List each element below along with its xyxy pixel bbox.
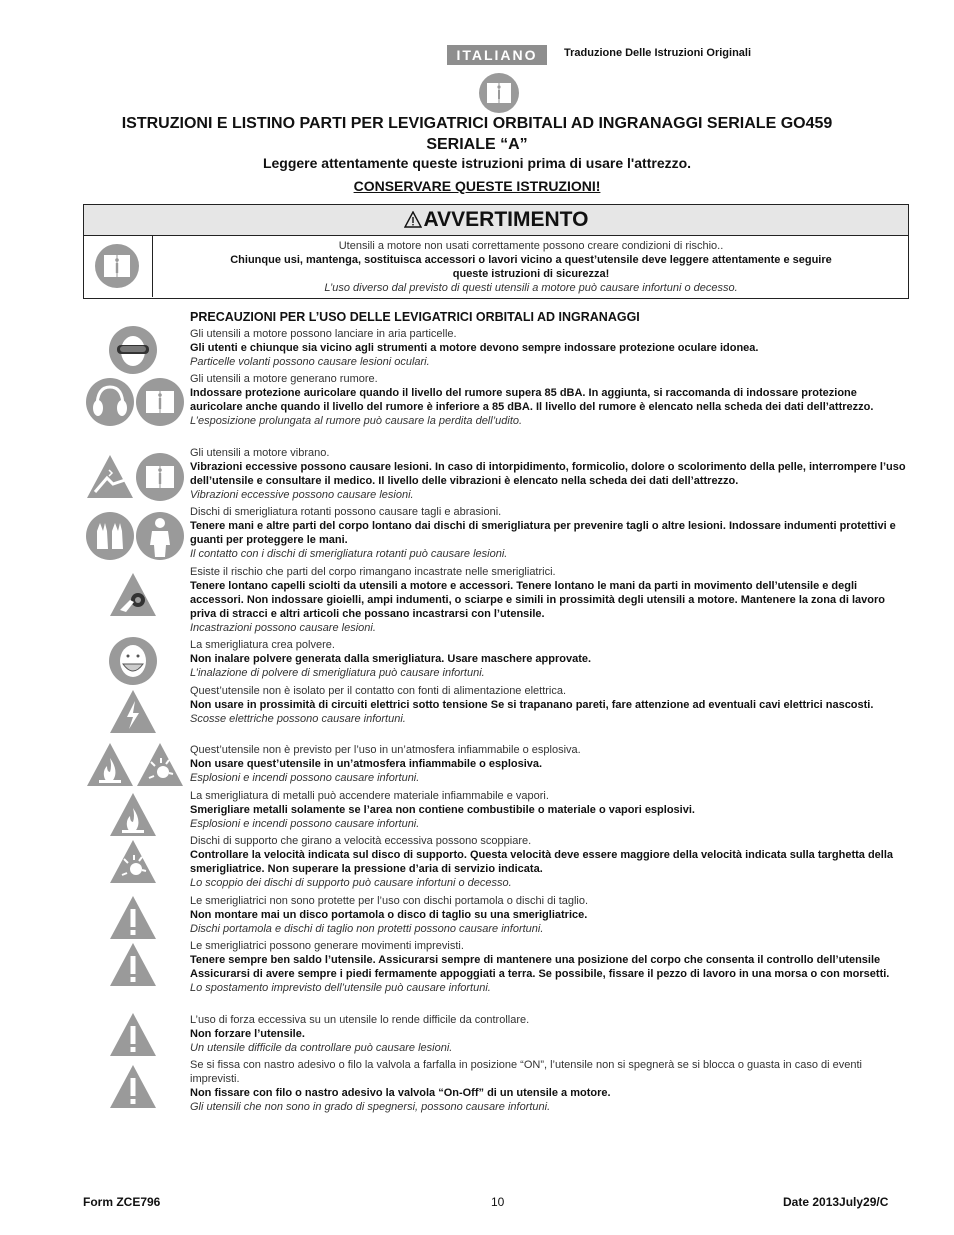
- result-text: Gli utensili che non sono in grado di spegnersi, possono causare infortuni.: [190, 1101, 551, 1113]
- precaution-item: [190, 372, 910, 428]
- hazard-text: La smerigliatura crea polvere.: [190, 639, 335, 651]
- hazard-text: Dischi di smerigliatura rotanti possono causare tagli e abrasioni.: [190, 506, 502, 518]
- action-text: Tenere lontano capelli sciolti da utensili a motore e accessori. Tenere lontano le mani da parti in movimento dell’utensile e degli accessori. Non indossare gioielli, ampi indumenti, o sciarpe e simili in prossimità degli utensili a motore. Mantenere la zona di lavoro priva di stracci e altri articoli che possano incastrarsi con l’utensile.: [190, 580, 886, 620]
- action-text: Indossare protezione auricolare quando il livello del rumore supera 85 dBA. In aggiunta, si raccomanda di indossare protezione auricolare anche quando il livello del rumore è inferiore a 85 dBA. Il livello del rumore è elencato nella scheda dei dati dell’attrezzo.: [190, 387, 874, 413]
- result-text: Incastrazioni possono causare lesioni.: [190, 622, 376, 634]
- hazard-text: Esiste il rischio che parti del corpo rimangano incastrate nelle smerigliatrici.: [190, 566, 556, 578]
- alert-triangle-icon: [404, 211, 422, 228]
- precaution-item: [190, 789, 910, 831]
- manual-icon: [478, 72, 520, 114]
- entanglement-icon: [108, 570, 158, 620]
- fire-icon: [85, 740, 135, 790]
- result-text: Lo scoppio dei dischi di supporto può causare infortuni o decesso.: [190, 877, 512, 889]
- action-text: Smerigliare metalli solamente se l’area non contiene combustibile o materiale o vapori esplosivi.: [190, 804, 695, 816]
- precaution-item: [190, 638, 910, 680]
- action-text: Controllare la velocità indicata sul disco di supporto. Questa velocità deve essere maggiore della velocità indicata sulla targhetta della smerigliatrice. Non superare la pressione d’aria di servizio indicata.: [190, 849, 894, 875]
- hazard-text: Dischi di supporto che girano a velocità eccessiva possono scoppiare.: [190, 835, 532, 847]
- precaution-item: [190, 743, 910, 785]
- action-text: Tenere sempre ben saldo l’utensile. Assicurarsi sempre di mantenere una posizione del corpo che consenta il controllo dell’utensile Assicurarsi di avere sempre i piedi fermamente appoggiati a terra. Se possibile, fissare il pezzo di lavoro in una morsa o con morsetti.: [190, 954, 890, 980]
- action-text: Non usare in prossimità di circuiti elettrici sotto tensione Se si trapanano pareti, fare attenzione ad eventuali cavi elettrici nascosti.: [190, 699, 874, 711]
- precaution-item: [190, 327, 910, 369]
- action-text: Non inalare polvere generata dalla smerigliatura. Usare maschere approvate.: [190, 653, 592, 665]
- hazard-text: Gli utensili a motore possono lanciare in aria particelle.: [190, 328, 457, 340]
- document-title: ISTRUZIONI E LISTINO PARTI PER LEVIGATRICI ORBITALI AD INGRANAGGI SERIALE GO459: [121, 115, 833, 132]
- hazard-text: Quest’utensile non è previsto per l’uso in un’atmosfera infiammabile o esplosiva.: [190, 744, 581, 756]
- warning-line4: L’uso diverso dal previsto di questi utensili a motore può causare infortuni o decesso.: [324, 282, 738, 294]
- general-warning-icon: [108, 1010, 158, 1060]
- action-text: Tenere mani e altre parti del corpo lontano dai dischi di smerigliatura per prevenire tagli o altre lesioni. Indossare indumenti protettivi e guanti per proteggere le mani.: [190, 520, 896, 546]
- warning-box: [83, 204, 909, 299]
- precaution-item: [190, 565, 910, 635]
- document-title-line2: SERIALE “A”: [426, 136, 528, 153]
- precaution-item: [190, 1013, 910, 1055]
- result-text: L’inalazione di polvere di smerigliatura può causare infortuni.: [190, 667, 485, 679]
- warning-line2: Chiunque usi, mantenga, sostituisca accessori o lavori vicino a quest’utensile deve leggere attentamente e seguire: [230, 254, 832, 266]
- hazard-text: Le smerigliatrici non sono protette per l’uso con dischi portamola o dischi di taglio.: [190, 895, 589, 907]
- result-text: Esplosioni e incendi possono causare infortuni.: [190, 772, 420, 784]
- result-text: Esplosioni e incendi possono causare infortuni.: [190, 818, 420, 830]
- warning-text: [154, 239, 908, 295]
- read-notice: Leggere attentamente queste istruzioni prima di usare l'attrezzo.: [262, 155, 692, 171]
- precaution-item: [190, 505, 910, 561]
- goggles-icon: [108, 325, 158, 375]
- electric-shock-icon: [108, 687, 158, 737]
- action-text: Non forzare l’utensile.: [190, 1028, 305, 1040]
- manual-icon: [135, 452, 185, 502]
- ear-protection-icon: [85, 377, 135, 427]
- precaution-item: [190, 894, 910, 936]
- precaution-item: [190, 1058, 910, 1114]
- action-text: Non usare quest’utensile in un’atmosfera infiammabile o esplosiva.: [190, 758, 543, 770]
- revision-date: Date 2013July29/C: [783, 1195, 889, 1209]
- warning-line3: queste istruzioni di sicurezza!: [452, 268, 610, 280]
- dust-mask-icon: [108, 636, 158, 686]
- general-warning-icon: [108, 893, 158, 943]
- hazard-text: L’uso di forza eccessiva su un utensile lo rende difficile da controllare.: [190, 1014, 530, 1026]
- result-text: Un utensile difficile da controllare può causare lesioni.: [190, 1042, 453, 1054]
- precaution-item: [190, 834, 910, 890]
- action-text: Gli utenti e chiunque sia vicino agli strumenti a motore devono sempre indossare protezione oculare idonea.: [190, 342, 759, 354]
- warning-icon-cell: [84, 235, 153, 297]
- explosion-icon: [108, 837, 158, 887]
- general-warning-icon: [108, 940, 158, 990]
- page-number: 10: [491, 1195, 505, 1209]
- result-text: Vibrazioni eccessive possono causare lesioni.: [190, 489, 414, 501]
- translation-note: Traduzione Delle Istruzioni Originali: [564, 47, 752, 59]
- hazard-text: Gli utensili a motore vibrano.: [190, 447, 330, 459]
- vibration-icon: [85, 452, 135, 502]
- result-text: Particelle volanti possono causare lesioni oculari.: [190, 356, 430, 368]
- precautions-title: PRECAUZIONI PER L’USO DELLE LEVIGATRICI ORBITALI AD INGRANAGGI: [190, 310, 640, 324]
- hazard-text: Quest’utensile non è isolato per il contatto con fonti di alimentazione elettrica.: [190, 685, 567, 697]
- result-text: Dischi portamola e dischi di taglio non protetti possono causare infortuni.: [190, 923, 544, 935]
- protective-clothing-icon: [135, 511, 185, 561]
- action-text: Vibrazioni eccessive possono causare lesioni. In caso di intorpidimento, formicolio, dolore o scolorimento della pelle, interrompere l’uso dell’utensile e consultare il medico. Il livello delle vibrazioni è elencato nella scheda dei dati dell’attrezzo.: [190, 461, 906, 487]
- action-text: Non fissare con filo o nastro adesivo la valvola “On-Off” di un utensile a motore.: [190, 1087, 611, 1099]
- precaution-item: [190, 446, 910, 502]
- hazard-text: Se si fissa con nastro adesivo o filo la valvola a farfalla in posizione “ON”, l’utensile non si spegnerà se si blocca o guasta in caso di eventi imprevisti.: [190, 1059, 862, 1085]
- result-text: Il contatto con i dischi di smerigliatura rotanti può causare lesioni.: [190, 548, 508, 560]
- warning-line1: Utensili a motore non usati correttamente possono creare condizioni di rischio..: [338, 240, 724, 252]
- language-badge: ITALIANO: [447, 45, 547, 65]
- precaution-item: [190, 939, 910, 995]
- form-number: Form ZCE796: [83, 1195, 161, 1209]
- explosion-icon: [135, 740, 185, 790]
- precaution-item: [190, 684, 910, 726]
- manual-icon: [135, 377, 185, 427]
- action-text: Non montare mai un disco portamola o disco di taglio su una smerigliatrice.: [190, 909, 588, 921]
- hazard-text: La smerigliatura di metalli può accendere materiale infiammabile e vapori.: [190, 790, 549, 802]
- warning-heading: AVVERTIMENTO: [84, 205, 908, 236]
- result-text: Scosse elettriche possono causare infortuni.: [190, 713, 406, 725]
- fire-icon: [108, 790, 158, 840]
- gloves-icon: [85, 511, 135, 561]
- manual-icon: [94, 243, 140, 289]
- hazard-text: Le smerigliatrici possono generare movimenti imprevisti.: [190, 940, 464, 952]
- keep-notice: CONSERVARE QUESTE ISTRUZIONI!: [353, 178, 601, 194]
- hazard-text: Gli utensili a motore generano rumore.: [190, 373, 378, 385]
- result-text: Lo spostamento imprevisto dell’utensile può causare infortuni.: [190, 982, 491, 994]
- result-text: L’esposizione prolungata al rumore può causare la perdita dell’udito.: [190, 415, 523, 427]
- general-warning-icon: [108, 1062, 158, 1112]
